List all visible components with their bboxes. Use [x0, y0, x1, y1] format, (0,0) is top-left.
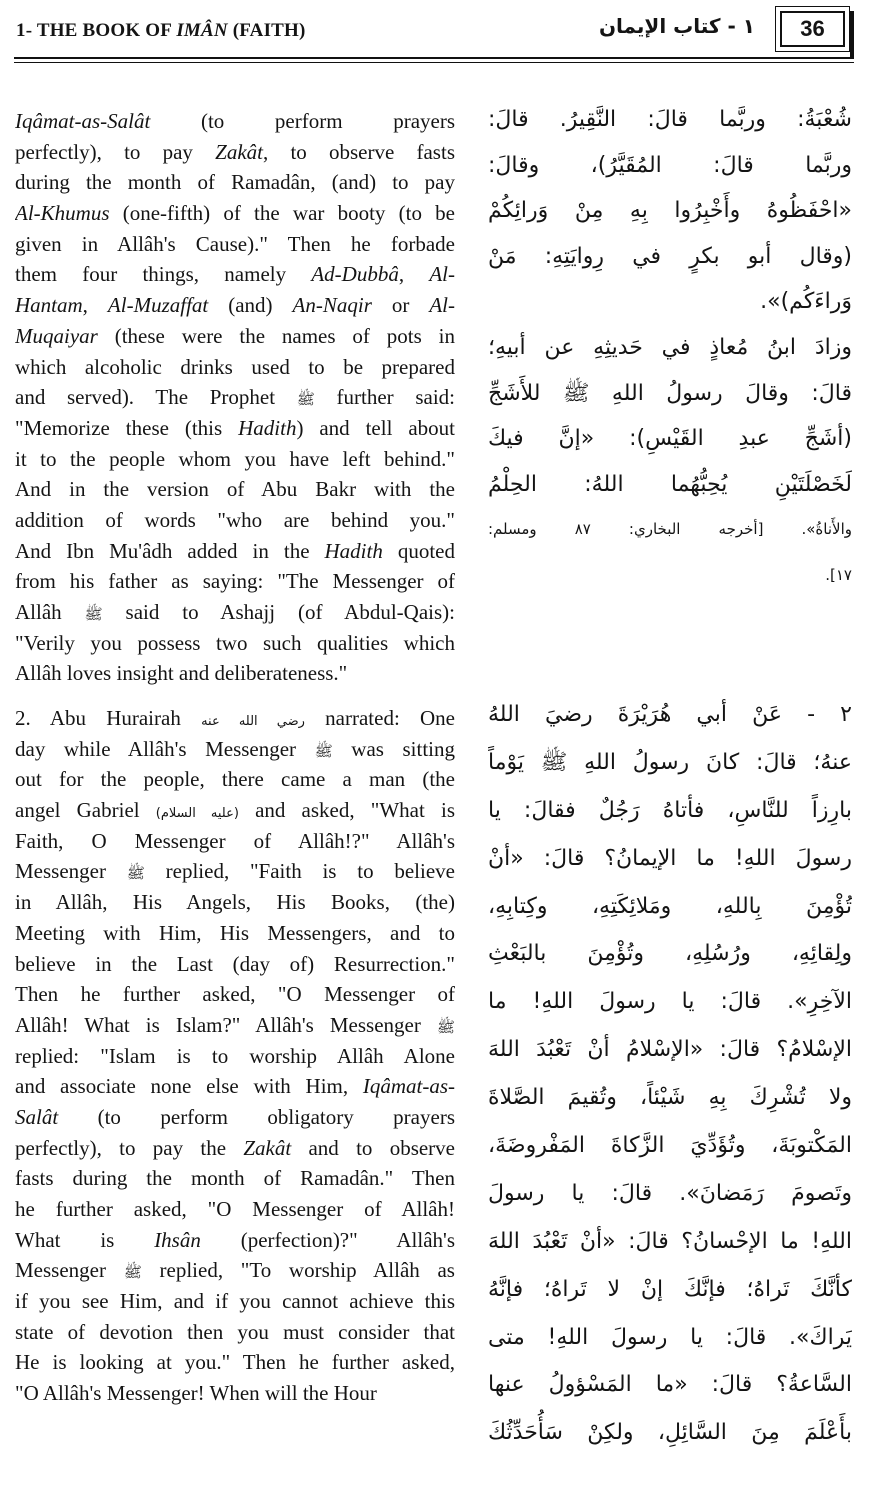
arabic-line: اللهِ! ما الإحْسانُ؟ قالَ: «أنْ تَعْبُدَ اللهَ — [488, 1228, 852, 1254]
english-line — [15, 1225, 455, 1256]
text-run: (to perform obligatory prayers — [58, 1104, 455, 1129]
salutation-glyph: ﷺ — [84, 605, 103, 623]
text-run: Faith, O Messenger of Allâh!?" Allâh's — [15, 828, 455, 853]
text-run: quoted — [382, 538, 455, 563]
text-run: (one-fifth) of the war booty (to be — [109, 201, 455, 226]
text-run: And Ibn Mu'âdh added in the — [15, 538, 325, 563]
text-run: given in Allâh's Cause)." Then he forbade — [15, 231, 455, 256]
text-run: Zakât — [243, 1135, 292, 1160]
honorific-inline: رضي الله عنه — [201, 714, 305, 729]
arabic-line: تُؤْمِنَ بِاللهِ، ومَلائِكَتِهِ، وكِتابِهِ، — [488, 893, 852, 919]
text-run: "Memorize these (this — [15, 415, 239, 440]
text-run: , to observe fasts — [262, 139, 455, 164]
arabic-line: يَراكَ». قالَ: يا رسولَ اللهِ! متى — [488, 1324, 852, 1350]
english-line — [15, 628, 455, 659]
text-run: Iqâmat-as-Salât — [15, 109, 151, 133]
english-line — [15, 887, 455, 918]
page-number: 36 — [780, 11, 845, 47]
arabic-text-block-2 — [488, 691, 852, 1457]
english-text-block-2 — [15, 703, 455, 1409]
arabic-line: ١٧]. — [825, 565, 852, 584]
chapter-title-arabic: ١ - كتاب الإيمان — [598, 14, 755, 38]
arabic-line: عنهُ؛ قالَ: كانَ رسولُ اللهِ ﷺ يَوْماً — [488, 749, 852, 775]
text-run: (these were the names of pots in — [97, 323, 455, 348]
text-run: said to Ashajj (of Abdul-Qais): — [102, 600, 455, 624]
salutation-glyph: ﷺ — [436, 1017, 455, 1036]
text-run: Ihsân — [154, 1227, 201, 1252]
text-run: Then he further asked, "O Messenger of — [15, 982, 455, 1007]
arabic-line: بأَعْلَمَ مِنَ السَّائِلِ، ولكِنْ سَأُحَدِّثُكَ — [488, 1420, 852, 1446]
arabic-line: «احْفَظُوهُ وأَخْبِرُوا بِهِ مِنْ وَرائِكُمْ — [488, 198, 852, 224]
english-line — [15, 137, 455, 168]
arabic-line: شُعْبَةُ: وربَّما قالَ: النَّقِيرُ. قالَ: — [488, 107, 852, 132]
english-line — [15, 703, 455, 734]
english-line — [15, 474, 455, 505]
text-run: angel Gabriel — [15, 798, 156, 823]
arabic-line: رسولَ اللهِ! ما الإيمانُ؟ قالَ: «أنْ — [488, 845, 852, 871]
english-line — [15, 1102, 455, 1133]
english-line — [15, 1347, 455, 1378]
text-run: and associate none else with Him, — [15, 1074, 363, 1099]
arabic-line: ولا تُشْرِكَ بِهِ شَيْئاً، وتُقيمَ الصَّلاةَ — [488, 1085, 852, 1111]
arabic-line: (أشَجِّ عبدِ القَيْسِ): «إنَّ فيكَ — [488, 426, 852, 452]
text-run: was sitting — [332, 736, 455, 761]
text-run: Ad-Dubbâ — [311, 262, 399, 287]
text-run: during the month of Ramadân, (and) to pay — [15, 170, 455, 195]
english-line — [15, 949, 455, 980]
text-run: , — [82, 293, 108, 318]
english-line — [15, 1071, 455, 1102]
text-run: replied, "Faith is to believe — [144, 859, 455, 884]
salutation-glyph: ﷺ — [123, 1263, 142, 1282]
text-run: He is looking at you." Then he further asked, — [15, 1350, 455, 1375]
header-rule-thin — [14, 62, 854, 63]
english-line — [15, 918, 455, 949]
english-line — [15, 352, 455, 383]
text-run: Allâh! What is Islam?" Allâh's Messenger — [15, 1012, 437, 1037]
english-line — [15, 1194, 455, 1225]
chapter-title: 1- THE BOOK OF IMÂN (FAITH) — [16, 20, 306, 41]
text-run: ) and tell about — [296, 415, 455, 440]
english-line — [15, 764, 455, 795]
english-line — [15, 1041, 455, 1072]
text-run: Hadith — [324, 538, 383, 563]
english-line — [15, 979, 455, 1010]
english-line — [15, 444, 455, 475]
english-line — [15, 290, 455, 321]
text-run: Messenger — [15, 859, 127, 884]
arabic-line: ٢ - عَنْ أبي هُرَيْرَةَ رضيَ اللهُ — [488, 702, 852, 727]
text-run: from his father as saying: "The Messenger of — [15, 569, 455, 594]
arabic-line: المَكْتوبَةَ، وتُؤَدِّيَ الزَّكاةَ المَفْروضَةَ، — [488, 1133, 852, 1159]
english-line — [15, 1133, 455, 1164]
english-line — [15, 658, 455, 689]
page-number-box — [775, 6, 850, 52]
english-line — [15, 597, 455, 628]
text-run: and asked, "What is — [238, 798, 455, 823]
text-run: Hantam — [15, 293, 83, 318]
text-run: which alcoholic drinks used to be prepared — [15, 354, 455, 379]
arabic-line: لَخَصْلَتَيْنِ يُحِبُّهُما اللهُ: الحِلْمُ — [488, 471, 852, 497]
english-line — [15, 167, 455, 198]
english-line — [15, 505, 455, 536]
text-run: in Allâh, His Angels, His Books, (the) — [15, 890, 455, 915]
arabic-line: وربَّما قالَ: المُقَيَّرُ)، وقالَ: — [488, 152, 852, 178]
english-line — [15, 826, 455, 857]
text-run: replied, "To worship Allâh as — [141, 1258, 455, 1283]
arabic-line: وتَصومَ رَمَضانَ». قالَ: يا رسولَ — [488, 1180, 852, 1206]
arabic-line: كأنَّكَ تَراهُ؛ فإنَّكَ إنْ لا تَراهُ؛ فإنَّهُ — [488, 1276, 852, 1302]
arabic-line: ولِقائِهِ، ورُسُلِهِ، وتُؤْمِنَ بالبَعْثِ — [488, 941, 852, 967]
text-run: further said: — [314, 385, 455, 410]
english-line — [15, 1378, 455, 1409]
page-header — [0, 0, 869, 70]
arabic-text-block-1 — [488, 97, 852, 599]
arabic-line: وزادَ ابنُ مُعاذٍ في حَديثِهِ عن أبيهِ؛ — [488, 334, 852, 360]
text-run: state of devotion then you must consider that — [15, 1319, 455, 1344]
text-run: he further asked, "O Messenger of Allâh! — [15, 1197, 455, 1221]
text-run: or — [371, 293, 430, 318]
text-run: addition of words "who are behind you." — [15, 507, 455, 532]
text-run: Messenger — [15, 1258, 124, 1283]
arabic-line: وَراءَكُم)». — [760, 289, 852, 315]
text-run: and served). The Prophet — [15, 385, 297, 410]
text-run: Allâh — [15, 600, 85, 624]
text-run: Allâh loves insight and deliberateness." — [15, 661, 348, 686]
english-line — [15, 1286, 455, 1317]
text-run: Al-Muzaffat — [107, 293, 209, 318]
text-run: (perfection)?" Allâh's — [200, 1227, 455, 1252]
english-line — [15, 1255, 455, 1286]
text-run: An-Naqir — [292, 293, 372, 318]
text-run: it to the people whom you have left behind." — [15, 446, 455, 471]
english-line — [15, 734, 455, 765]
text-run: (to perform prayers — [150, 109, 455, 133]
text-run: believe in the Last (day of) Resurrection." — [15, 951, 455, 976]
english-line — [15, 259, 455, 290]
text-run: 2. Abu Hurairah — [15, 706, 202, 730]
honorific-inline: (عليه السلام) — [155, 806, 239, 822]
arabic-line: قالَ: وقالَ رسولُ اللهِ ﷺ للأَشَجِّ — [488, 380, 852, 406]
text-run: narrated: One — [304, 706, 455, 730]
arabic-line: والأَناةُ». [أخرجه البخاري: ٨٧ ومسلم: — [488, 520, 852, 539]
text-run: replied: "Islam is to worship Allâh Alone — [15, 1043, 455, 1068]
text-run: "Verily you possess two such qualities which — [15, 630, 455, 655]
english-line — [15, 413, 455, 444]
text-run: Salât — [15, 1104, 59, 1129]
text-run: day while Allâh's Messenger — [15, 736, 315, 761]
salutation-glyph: ﷺ — [314, 741, 333, 760]
text-run: them four things, namely — [15, 262, 312, 287]
salutation-glyph: ﷺ — [126, 864, 145, 883]
text-run: "O Allâh's Messenger! When will the Hour — [15, 1381, 377, 1406]
english-line — [15, 1163, 455, 1194]
text-run: Muqaiyar — [15, 323, 98, 348]
text-run: out for the people, there came a man (the — [15, 767, 455, 792]
text-run: perfectly), to pay — [15, 139, 216, 164]
text-run: and to observe — [291, 1135, 455, 1160]
english-line — [15, 229, 455, 260]
english-line — [15, 106, 455, 137]
text-run: Meeting with Him, His Messengers, and to — [15, 920, 455, 945]
english-line — [15, 1010, 455, 1041]
english-line — [15, 856, 455, 887]
arabic-line: الإسْلامُ؟ قالَ: «الإسْلامُ أنْ تَعْبُدَ اللهَ — [488, 1037, 852, 1063]
text-run: perfectly), to pay the — [15, 1135, 244, 1160]
english-line — [15, 536, 455, 567]
text-run: And in the version of Abu Bakr with the — [15, 477, 455, 502]
english-line — [15, 795, 455, 826]
text-run: , — [398, 262, 430, 287]
text-run: Iqâmat-as- — [362, 1074, 455, 1099]
salutation-glyph: ﷺ — [296, 390, 315, 409]
english-line — [15, 566, 455, 597]
english-line — [15, 382, 455, 413]
text-run: fasts during the month of Ramadân." Then — [15, 1166, 455, 1191]
english-line — [15, 198, 455, 229]
english-text-block-1 — [15, 106, 455, 689]
arabic-line: السَّاعةُ؟ قالَ: «ما المَسْؤولُ عنها — [488, 1372, 852, 1398]
header-rule — [14, 57, 854, 59]
text-run: (and) — [208, 293, 293, 318]
english-line — [15, 1317, 455, 1348]
text-run: Zakât — [215, 139, 263, 164]
arabic-line: بارِزاً للنَّاسِ، فأتاهُ رَجُلٌ فقالَ: يا — [488, 797, 852, 823]
text-run: Al-Khumus — [15, 201, 110, 226]
arabic-line: (وقال أبو بكرٍ في رِوايَتِهِ: مَنْ — [488, 243, 852, 269]
text-run: What is — [15, 1227, 155, 1252]
arabic-line: الآخِرِ». قالَ: يا رسولَ اللهِ! ما — [488, 989, 852, 1015]
english-line — [15, 321, 455, 352]
text-run: Al- — [429, 262, 455, 287]
text-run: Hadith — [238, 415, 297, 440]
text-run: Al- — [429, 293, 455, 318]
text-run: if you see Him, and if you cannot achieve this — [15, 1289, 455, 1314]
